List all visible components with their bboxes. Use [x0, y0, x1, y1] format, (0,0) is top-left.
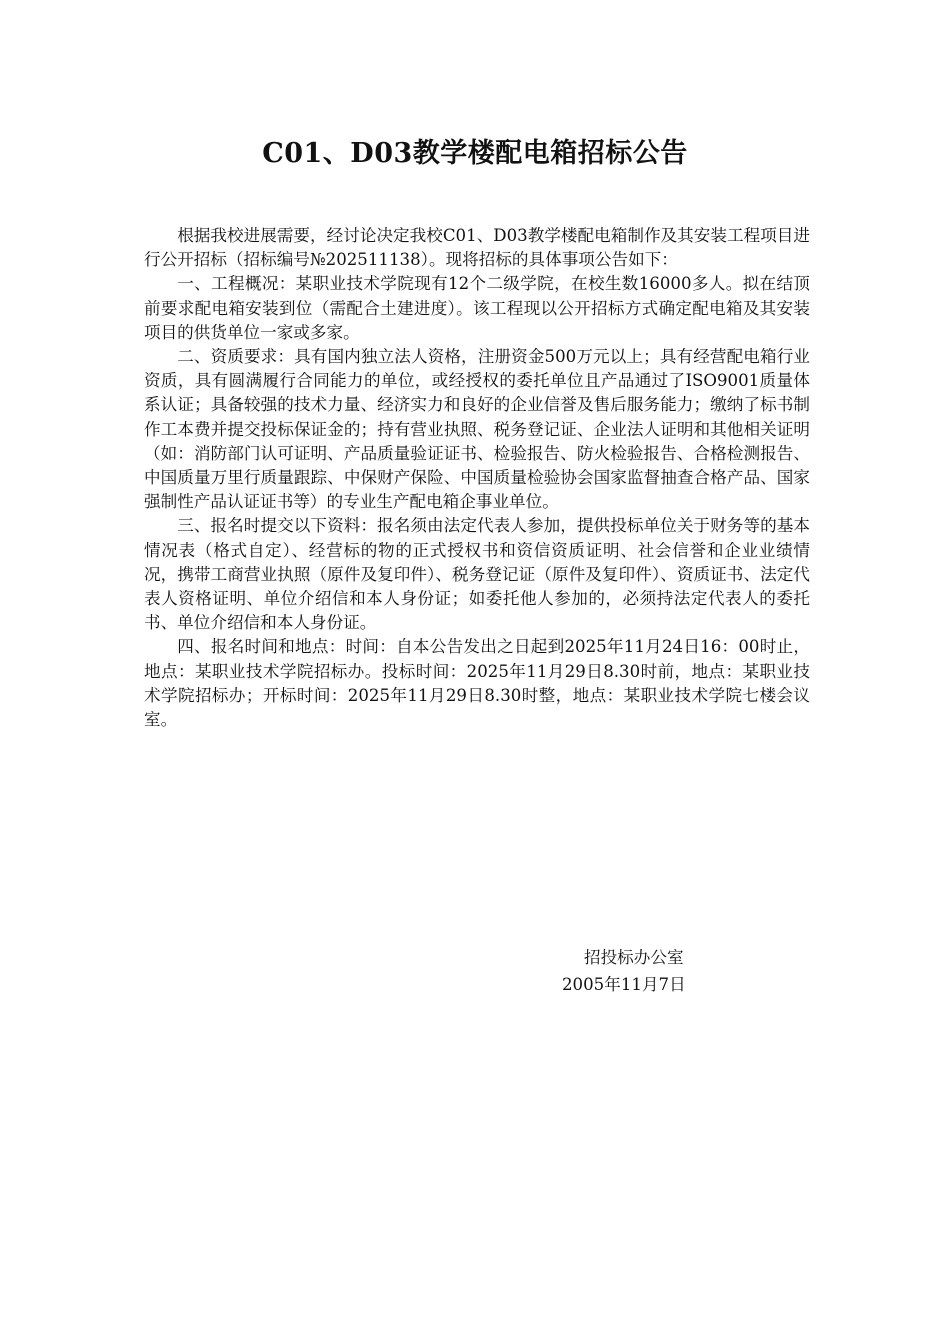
section-qualification-requirements: 二、资质要求：具有国内独立法人资格，注册资金500万元以上；具有经营配电箱行业资质，具有圆满履行合同能力的单位，或经授权的委托单位且产品通过了ISO9001质量体系认证；具备较强的技术力量、经济实力和良好的企业信誉及售后服务能力；缴纳了标书制作工本费并提交投标保证金的；持有营业执照、税务登记证、企业法人证明和其他相关证明（如：消防部门认可证明、产品质量验证证书、检验报告、防火检验报告、合格检测报告、中国质量万里行质量跟踪、中保财产保险、中国质量检验协会国家监督抽查合格产品、国家强制性产品认证证书等）的专业生产配电箱企事业单位。 [144, 347, 810, 512]
section-project-overview: 一、工程概况：某职业技术学院现有12个二级学院，在校生数16000多人。拟在结顶前要求配电箱安装到位（需配合土建进度）。该工程现以公开招标方式确定配电箱及其安装项目的供货单位一家或多家。 [144, 274, 810, 342]
document-title: C01、D03教学楼配电箱招标公告 [262, 138, 688, 169]
issuing-office: 招投标办公室 [584, 948, 684, 967]
signature-block [540, 944, 740, 998]
issue-date: 2005年11月7日 [562, 975, 686, 994]
section-time-and-location: 四、报名时间和地点：时间：自本公告发出之日起到2025年11月24日16：00时止，地点：某职业技术学院招标办。投标时间：2025年11月29日8.30时前，地点：某职业技术学院招标办；开标时间：2025年11月29日8.30时整，地点：某职业技术学院七楼会议室。 [144, 637, 810, 730]
intro-paragraph: 根据我校进展需要，经讨论决定我校C01、D03教学楼配电箱制作及其安装工程项目进行公开招标（招标编号№202511138）。现将招标的具体事项公告如下： [144, 226, 810, 270]
document-body [144, 224, 810, 732]
section-registration-materials: 三、报名时提交以下资料：报名须由法定代表人参加，提供投标单位关于财务等的基本情况表（格式自定）、经营标的物的正式授权书和资信资质证明、社会信誉和企业业绩情况，携带工商营业执照（原件及复印件）、税务登记证（原件及复印件）、资质证书、法定代表人资格证明、单位介绍信和本人身份证；如委托他人参加的，必须持法定代表人的委托书、单位介绍信和本人身份证。 [144, 516, 810, 633]
